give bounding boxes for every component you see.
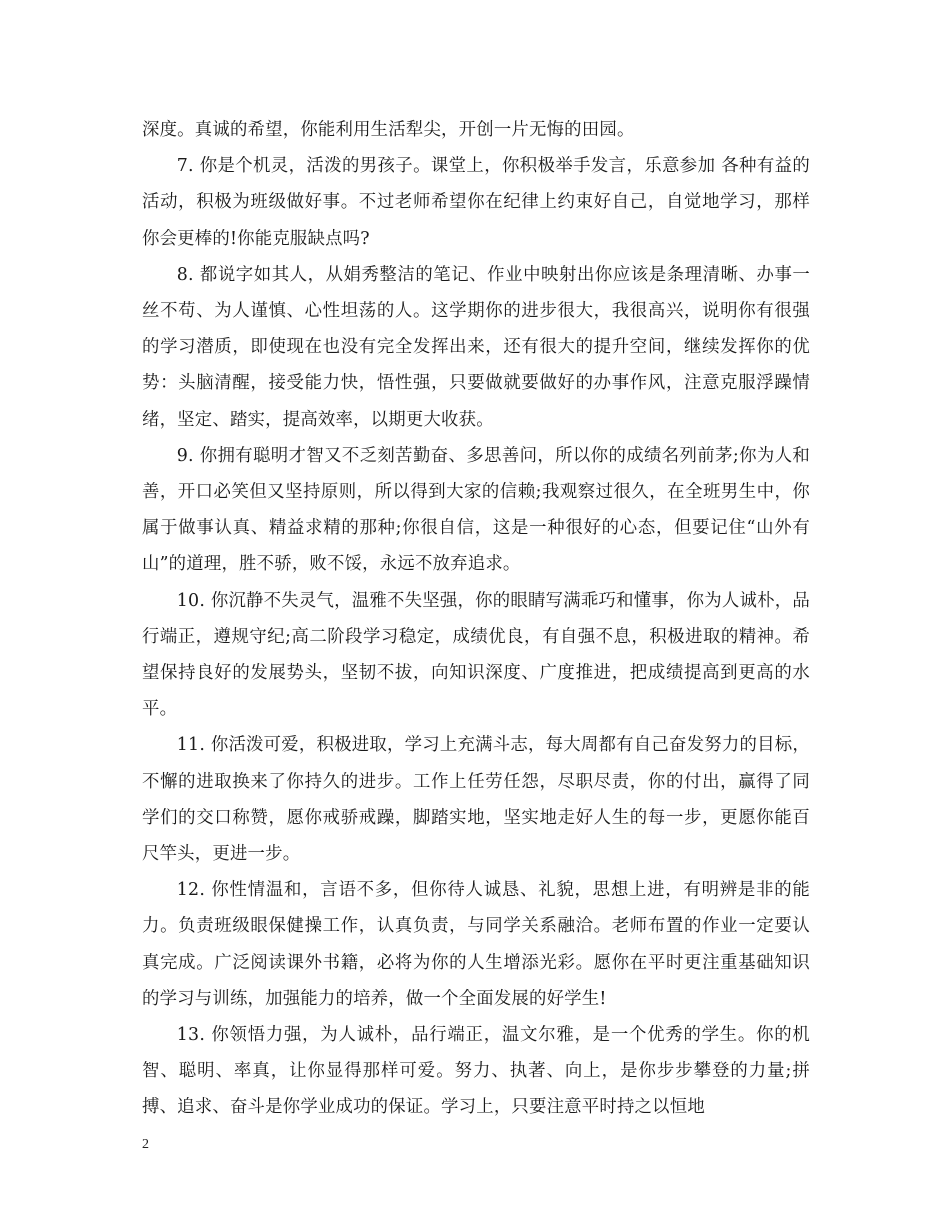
page-number: 2 — [142, 1137, 149, 1152]
body-text — [142, 112, 810, 1126]
paragraph-item-11: 11. 你活泼可爱，积极进取，学习上充满斗志，每大周都有自己奋发努力的目标，不懈的进取换来了你持久的进步。工作上任劳任怨，尽职尽责，你的付出，赢得了同学们的交口称赞，愿你戒骄戒躁，脚踏实地，坚实地走好人生的每一步，更愿你能百尺竿头，更进一步。 — [142, 735, 810, 865]
paragraph-item-10: 10. 你沉静不失灵气，温雅不失坚强，你的眼睛写满乖巧和懂事，你为人诚朴，品行端正，遵规守纪;高二阶段学习稳定，成绩优良，有自强不息，积极进取的精神。希望保持良好的发展势头，坚韧不拔，向知识深度、广度推进，把成绩提高到更高的水平。 — [142, 590, 810, 720]
paragraph-item-9: 9. 你拥有聪明才智又不乏刻苦勤奋、多思善问，所以你的成绩名列前茅;你为人和善，开口必笑但又坚持原则，所以得到大家的信赖;我观察过很久，在全班男生中，你属于做事认真、精益求精的那种;你很自信，这是一种很好的心态，但要记住“山外有山”的道理，胜不骄，败不馁，永远不放弃追求。 — [142, 445, 810, 575]
paragraph-item-12: 12. 你性情温和，言语不多，但你待人诚恳、礼貌，思想上进，有明辨是非的能力。负责班级眼保健操工作，认真负责，与同学关系融洽。老师布置的作业一定要认真完成。广泛阅读课外书籍，必将为你的人生增添光彩。愿你在平时更注重基础知识的学习与训练，加强能力的培养，做一个全面发展的好学生! — [142, 880, 810, 1009]
paragraph-continuation: 深度。真诚的希望，你能利用生活犁尖，开创一片无悔的田园。 — [142, 120, 635, 140]
paragraph-item-7: 7. 你是个机灵，活泼的男孩子。课堂上，你积极举手发言，乐意参加 各种有益的活动，积极为班级做好事。不过老师希望你在纪律上约束好自己，自觉地学习，那样你会更棒的!你能克服缺点吗? — [142, 156, 810, 249]
paragraph-item-8: 8. 都说字如其人，从娟秀整洁的笔记、作业中映射出你应该是条理清晰、办事一丝不苟、为人谨慎、心性坦荡的人。这学期你的进步很大，我很高兴，说明你有很强的学习潜质，即使现在也没有完全发挥出来，还有很大的提升空间，继续发挥你的优势：头脑清醒，接受能力快，悟性强，只要做就要做好的办事作风，注意克服浮躁情绪，坚定、踏实，提高效率，以期更大收获。 — [142, 264, 810, 430]
paragraph-item-13: 13. 你领悟力强，为人诚朴，品行端正，温文尔雅，是一个优秀的学生。你的机智、聪明、率真，让你显得那样可爱。努力、执著、向上，是你步步攀登的力量;拼搏、追求、奋斗是你学业成功的保证。学习上，只要注意平时持之以恒地 — [142, 1025, 810, 1118]
